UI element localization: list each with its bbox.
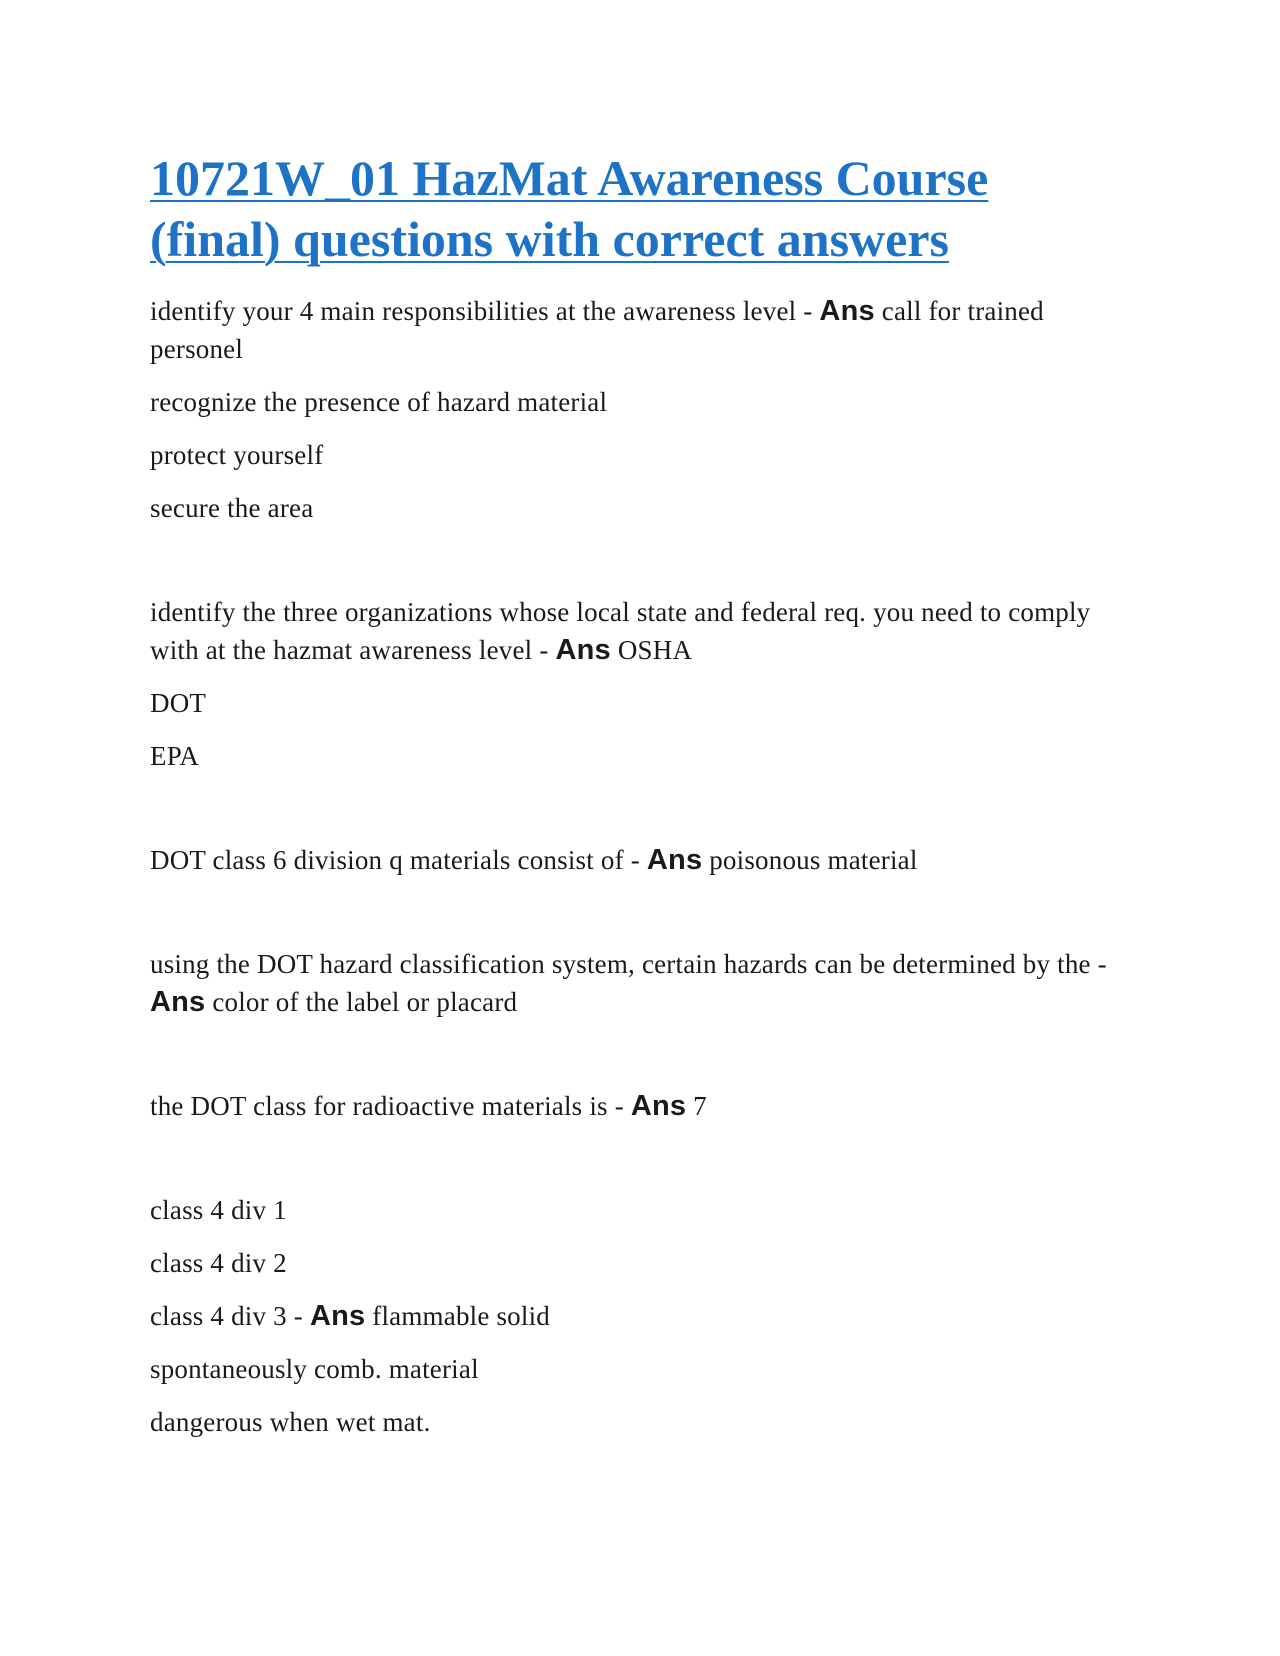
answer-text: poisonous material [702,845,918,875]
ans-label: Ans [630,1090,687,1122]
answer-line: EPA [150,741,200,771]
question-5 [150,1087,1130,1125]
question-text: identify your 4 main responsibilities at the awareness level - [150,296,820,326]
question-text: identify the three organizations whose local state and federal req. you need to comply with at the hazmat awareness level - [150,597,1091,665]
answer-text: flammable solid [365,1301,550,1331]
question-6-line: class 4 div 1 [150,1195,287,1225]
question-4 [150,945,1130,1021]
question-6 [150,1297,1130,1335]
question-text: using the DOT hazard classification system, certain hazards can be determined by the - [150,949,1107,979]
answer-text: call for trained personel [150,296,1044,364]
answer-line: spontaneously comb. material [150,1354,479,1384]
question-1 [150,292,1130,368]
ans-label: Ans [819,295,875,327]
answer-text: color of the label or placard [205,987,518,1017]
question-6-line: class 4 div 2 [150,1248,287,1278]
document-page [150,148,1130,1441]
answer-line: recognize the presence of hazard material [150,387,608,417]
answer-line: secure the area [150,493,314,523]
question-text: the DOT class for radioactive materials is - [150,1091,631,1121]
answer-line: protect yourself [150,440,324,470]
question-2 [150,593,1130,669]
question-text: DOT class 6 division q materials consist of - [150,845,647,875]
answer-line: dangerous when wet mat. [150,1407,431,1437]
title-line-2: (final) questions with correct answers [150,211,949,267]
answer-text: 7 [686,1091,707,1121]
document-title[interactable] [150,148,1130,270]
answer-line: DOT [150,688,207,718]
title-line-1: 10721W_01 HazMat Awareness Course [150,150,989,206]
ans-label: Ans [309,1300,366,1332]
answer-text: OSHA [610,635,693,665]
question-3 [150,841,1130,879]
ans-label: Ans [646,844,703,876]
ans-label: Ans [555,634,611,666]
ans-label: Ans [150,986,206,1018]
question-text: class 4 div 3 - [150,1301,310,1331]
